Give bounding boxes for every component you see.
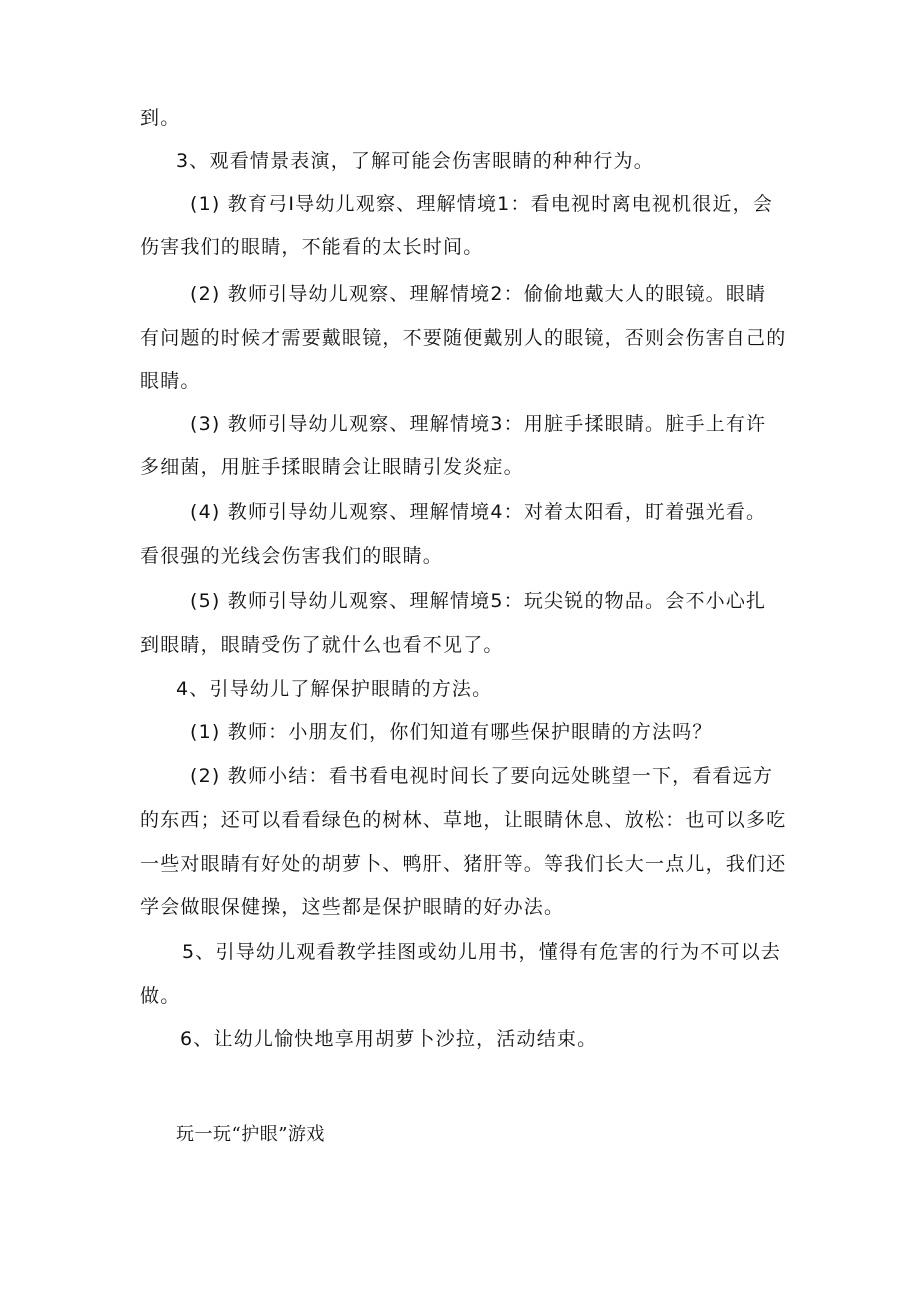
text-line: 的东西；还可以看看绿色的树林、草地，让眼睛休息、放松：也可以多吃 <box>140 809 787 831</box>
text-line: 有问题的时候才需要戴眼镜，不要随便戴别人的眼镜，否则会伤害自己的 <box>140 327 787 349</box>
text-line: (2) 教师引导幼儿观察、理解情境2：偷偷地戴大人的眼镜。眼睛 <box>190 283 767 305</box>
text-line: (2) 教师小结：看书看电视时间长了要向远处眺望一下，看看远方 <box>190 765 774 787</box>
step-6-heading: 6、让幼儿愉快地享用胡萝卜沙拉，活动结束。 <box>180 1028 598 1050</box>
text-line: (4) 教师引导幼儿观察、理解情境4：对着太阳看，盯着强光看。 <box>190 501 767 523</box>
text-line: 伤害我们的眼睛，不能看的太长时间。 <box>140 236 484 258</box>
text-line: 多细菌，用脏手揉眼睛会让眼睛引发炎症。 <box>140 456 524 478</box>
text-line: (1) 教育弓I导幼儿观察、理解情境1：看电视时离电视机很近，会 <box>190 193 774 215</box>
text-line: 学会做眼保健操，这些都是保护眼睛的好办法。 <box>140 896 565 918</box>
step-3-heading: 3、观看情景表演，了解可能会伤害眼睛的种种行为。 <box>176 150 654 172</box>
text-line: (3) 教师引导幼儿观察、理解情境3：用脏手揉眼睛。脏手上有许 <box>190 413 767 435</box>
text-line: 看很强的光线会伤害我们的眼睛。 <box>140 545 444 567</box>
text-line: (1) 教师：小朋友们，你们知道有哪些保护眼睛的方法吗？ <box>190 721 713 743</box>
text-line: 到。 <box>140 107 181 129</box>
text-line: (5) 教师引导幼儿观察、理解情境5：玩尖锐的物品。会不小心扎 <box>190 590 767 612</box>
text-line: 一些对眼睛有好处的胡萝卜、鸭肝、猪肝等。等我们长大一点儿，我们还 <box>140 853 787 875</box>
step-5-heading: 5、引导幼儿观看教学挂图或幼儿用书，懂得有危害的行为不可以去 <box>182 941 782 963</box>
section-title: 玩一玩“护眼”游戏 <box>176 1124 325 1145</box>
text-line: 做。 <box>140 985 181 1007</box>
step-4-heading: 4、引导幼儿了解保护眼睛的方法。 <box>176 678 493 700</box>
text-line: 到眼睛，眼睛受伤了就什么也看不见了。 <box>140 634 504 656</box>
text-line: 眼睛。 <box>140 370 201 392</box>
